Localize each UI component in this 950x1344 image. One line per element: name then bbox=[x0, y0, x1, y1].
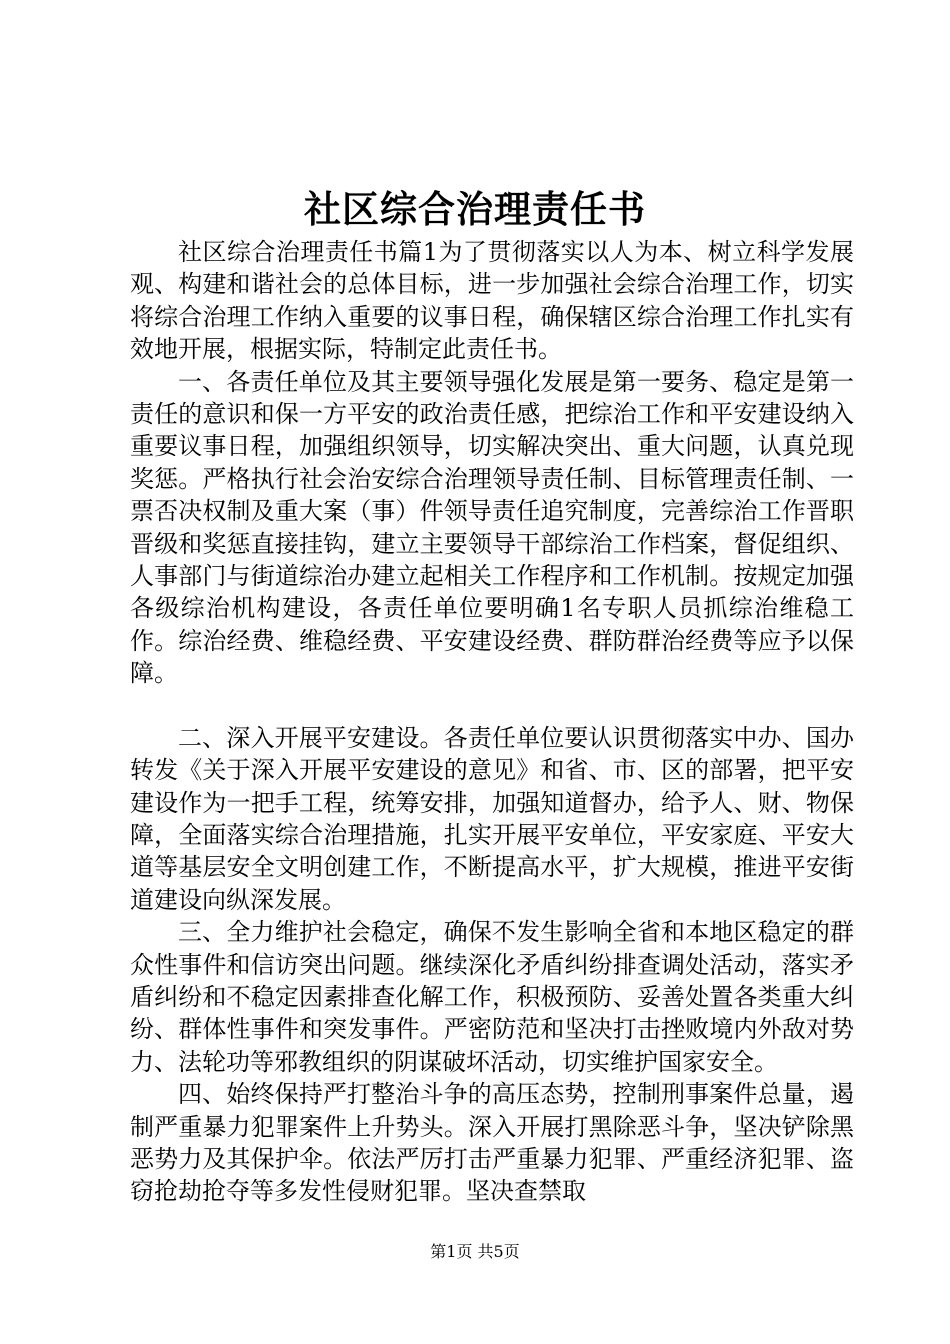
paragraph-section-4: 四、始终保持严打整治斗争的高压态势，控制刑事案件总量，遏制严重暴力犯罪案件上升势头。深入开展打黑除恶斗争，坚决铲除黑恶势力及其保护伞。依法严厉打击严重暴力犯罪、严重经济犯罪、盗窃抢劫抢夺等多发性侵财犯罪。坚决查禁取 bbox=[130, 1080, 854, 1206]
paragraph-section-3: 三、全力维护社会稳定，确保不发生影响全省和本地区稳定的群众性事件和信访突出问题。继续深化矛盾纠纷排查调处活动，落实矛盾纠纷和不稳定因素排查化解工作，积极预防、妥善处置各类重大纠纷、群体性事件和突发事件。严密防范和坚决打击挫败境内外敌对势力、法轮功等邪教组织的阴谋破坏活动，切实维护国家安全。 bbox=[130, 918, 854, 1076]
page-footer: 第1页 共5页 bbox=[430, 1242, 520, 1261]
document-body bbox=[130, 236, 854, 1208]
paragraph-section-2: 二、深入开展平安建设。各责任单位要认识贯彻落实中办、国办转发《关于深入开展平安建设的意见》和省、市、区的部署，把平安建设作为一把手工程，统筹安排，加强知道督办，给予人、财、物保障，全面落实综合治理措施，扎实开展平安单位，平安家庭、平安大道等基层安全文明创建工作，不断提高水平，扩大规模，推进平安街道建设向纵深发展。 bbox=[130, 723, 854, 914]
document-title: 社区综合治理责任书 bbox=[304, 187, 646, 231]
paragraph-section-1: 一、各责任单位及其主要领导强化发展是第一要务、稳定是第一责任的意识和保一方平安的政治责任感，把综治工作和平安建设纳入重要议事日程，加强组织领导，切实解决突出、重大问题，认真兑现奖惩。严格执行社会治安综合治理领导责任制、目标管理责任制、一票否决权制及重大案（事）件领导责任追究制度，完善综治工作晋职晋级和奖惩直接挂钩，建立主要领导干部综治工作档案，督促组织、人事部门与街道综治办建立起相关工作程序和工作机制。按规定加强各级综治机构建设，各责任单位要明确1名专职人员抓综治维稳工作。综治经费、维稳经费、平安建设经费、群防群治经费等应予以保障。 bbox=[130, 367, 854, 688]
paragraph-intro: 社区综合治理责任书篇1为了贯彻落实以人为本、树立科学发展观、构建和谐社会的总体目标，进一步加强社会综合治理工作，切实将综合治理工作纳入重要的议事日程，确保辖区综合治理工作扎实有效地开展，根据实际，特制定此责任书。 bbox=[130, 238, 854, 364]
